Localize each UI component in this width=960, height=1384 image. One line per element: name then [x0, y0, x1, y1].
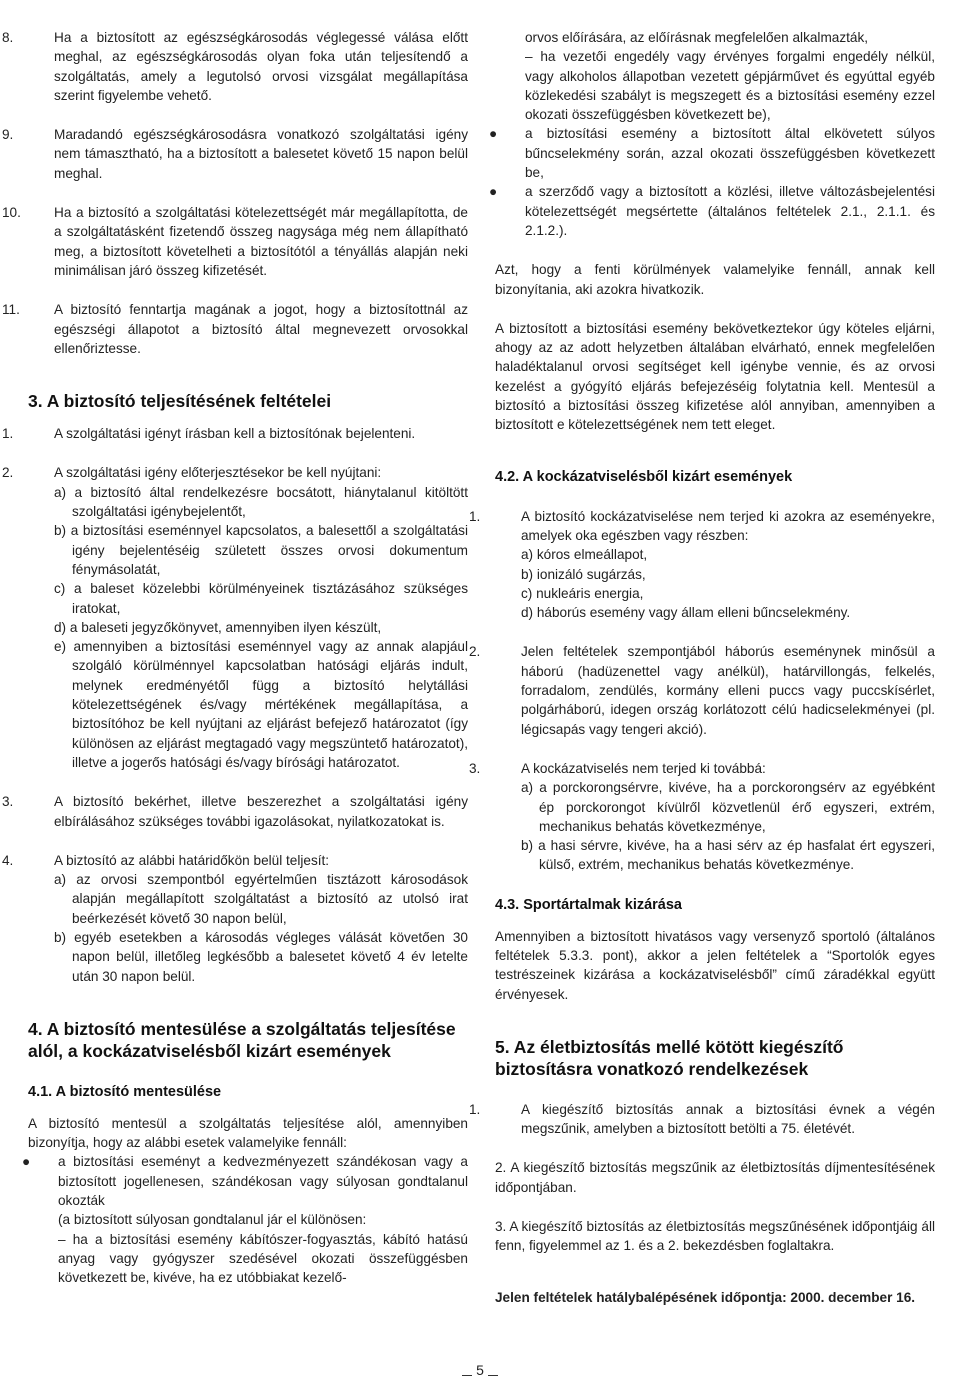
list-item: b) egyéb esetekben a károsodás végleges válását követően 30 napon belül, illetőleg legkésőbb a balesetet követő 4 év letelte után 30 napon belül. [54, 929, 468, 984]
list-item: a) az orvosi szempontból egyértelműen tisztázott károsodások alapján megállapított szolgáltatást a biztosító az utolsó irat beérkezését követő 30 napon belül, [54, 872, 468, 926]
section-3-item-4-list [28, 870, 468, 986]
list-item: a) a biztosító által rendelkezésre bocsátott, hiánytalanul kitöltött szolgáltatási igénybejelentőt, [54, 484, 468, 520]
exclusion-item-1-list [495, 545, 935, 622]
right-column [469, 28, 935, 1307]
section-3-item-1: 1. A szolgáltatási igényt írásban kell a biztosítónak bejelenteni. [2, 426, 416, 442]
section-4-3-heading: 4.3. Sportártalmak kizárása [495, 896, 682, 913]
paragraph-obligation: A biztosított a biztosítási esemény bekövetkeztekor úgy köteles eljárni, ahogy az az adott helyzetben általában elvárható, ennek megfelelően haladéktalanul orvosi segítséget kell igénybe vennie, és az orvosi kezelést a gyógyító eljárás befejezéséig folytatnia kell. Mentesül a biztosító a biztosítási összeg kifizetése alól annyiban, amennyiben a biztosított e kötelezettségének nem tett eleget. [495, 320, 935, 433]
page-number-dash-right [488, 1375, 498, 1376]
list-item: d) a baleseti jegyzőkönyvet, amennyiben ilyen készült, [54, 619, 382, 635]
bullet-dash-item: – ha vezetői engedély vagy érvényes forgalmi engedély nélkül, vagy alkoholos állapotban vezetett gépjárművet és egyúttal egyéb közlekedési szabályt is megszegett és a biztosítási esemény ezzel okozati összefüggésben következett be), [525, 49, 935, 123]
section-3-heading: 3. A biztosító teljesítésének feltételei [28, 391, 332, 412]
exclusion-item-1: 1. A biztosító kockázatviselése nem terjed ki azokra az eseményekre, amelyek oka egészben vagy részben: [469, 508, 935, 543]
paragraph-9: 9. Maradandó egészségkárosodásra vonatkozó szolgáltatási igény nem támasztható, ha a biztosított a balesetet követő 15 napon belül meghal. [2, 127, 468, 181]
list-item: b) a hasi sérvre, kivéve, ha a hasi sérv az ép hasfalat ért egyszeri, külső, extrém, mechanikus behatás következménye. [521, 838, 935, 873]
paragraph-10: 10. Ha a biztosító a szolgáltatási kötelezettségét már megállapította, de a szolgáltatásként fizetendő összeg nagysága még nem állapítható meg, a biztosított követelheti a biztosítótól a tényállás alapján neki minimálisan járó összeg kifizetését. [2, 205, 468, 278]
left-column [2, 28, 468, 1288]
list-item: b) a biztosítási eseménnyel kapcsolatos, a balesettől a szolgáltatási igény bejelentéséig született összes orvosi dokumentum fénymásolatát, [54, 523, 468, 577]
bullet-item: ● a biztosítási eseményt a kedvezményezett szándékosan vagy a biztosított jogellenesen, szándékosan vagy súlyosan gondtalanul okozták [22, 1154, 468, 1209]
paragraph-8: 8. Ha a biztosított az egészségkárosodás véglegessé válása előtt meghal, az egészségkárosodás olyan foka után teljesítendő a szolgáltatás, amely a legutolsó orvosi vizsgálat megállapítása szerint figyelembe vehető. [2, 30, 468, 103]
paragraph-11: 11. A biztosító fenntartja magának a jogot, hogy a biztosítottnál az egészségi állapotot a biztosító által megnevezett orvosokkal ellenőriztesse. [2, 302, 468, 356]
bullet-note: (a biztosított súlyosan gondtalanul jár el különösen: [58, 1212, 367, 1228]
bullet-dash-item: – ha a biztosítási esemény kábítószer-fogyasztás, kábító hatású anyag vagy gyógyszer szedésével okozati összefüggésben következett be, kivéve, ha ez utóbbiakat kezelő- [58, 1231, 468, 1286]
list-item: e) amennyiben a biztosítási eseménnyel vagy az annak alapjául szolgáló körülménnyel kapcsolatban hatósági eljárás indult, melynek eredményétől függ a biztosító helytállási kötelezettségének és/vagy mértékének megállapítása, a biztosítóhoz be kell nyújtani az eljárást befejező határozatot (így különösen az eljárást megtagadó vagy megszüntető határozatot), illetve a jogerős hatósági és/vagy bírósági határozatot. [54, 639, 468, 770]
section-5-heading: 5. Az életbiztosítás mellé kötött kiegészítő biztosításra vonatkozó rendelkezések [495, 1036, 844, 1079]
bullet-item: ● a biztosítási esemény a biztosított által elkövetett súlyos bűncselekmény során, azzal okozati összefüggésben következett be, [489, 126, 935, 181]
section-4-1-heading: 4.1. A biztosító mentesülése [28, 1083, 222, 1100]
supplementary-item-2: 2. A kiegészítő biztosítás megszűnik az életbiztosítás díjmentesítésének időpontjában. [495, 1160, 935, 1195]
bullet-icon: ● [489, 184, 498, 200]
supplementary-item-1: 1. A kiegészítő biztosítás annak a biztosítási évnek a végén megszűnik, amelyben a biztosított betölti a 75. életévét. [469, 1101, 935, 1137]
list-item: a) kóros elmeállapot, [521, 547, 648, 563]
effective-date-note: Jelen feltételek hatálybalépésének időpontja: 2000. december 16. [495, 1289, 916, 1305]
section-4-2-heading: 4.2. A kockázatviselésből kizárt események [495, 468, 793, 485]
section-3-item-3: 3. A biztosító bekérhet, illetve beszerezhet a szolgáltatási igény elbírálásához szükséges további igazolásokat, nyilatkozatokat is. [2, 794, 468, 829]
paragraph-sport: Amennyiben a biztosított hivatásos vagy versenyző sportoló (általános feltételek 5.3.3. pont), akkor a jelen feltételek a “Sportolók egyes testrészeinek kizárása a kockázatviselésből” című záradékkal együtt érvényesek. [495, 928, 935, 1002]
list-item: b) ionizáló sugárzás, [521, 566, 646, 582]
list-item: d) háborús esemény vagy állam elleni bűncselekmény. [521, 605, 851, 621]
section-3-item-2: 2. A szolgáltatási igény előterjesztésekor be kell nyújtani: [2, 465, 382, 481]
section-4-heading: 4. A biztosító mentesülése a szolgáltatás teljesítése alól, a kockázatviselésből kizárt események [28, 1018, 456, 1061]
exclusion-item-3: 3. A kockázatviselés nem terjed ki továbbá: [469, 760, 766, 776]
list-item: c) a baleset közelebbi körülményeinek tisztázásához szükséges iratokat, [54, 581, 468, 616]
bullet-icon: ● [22, 1154, 31, 1170]
exclusion-item-2: 2. Jelen feltételek szempontjából háborús eseménynek minősül a háború (hadüzenettel vagy anélkül), határvillongás, felkelés, forradalom, zendülés, kormány elleni puccs vagy puccskísérlet, polgárháború, idegen ország korlátozott célú hadicselekményei (pl. légicsapás vagy tengeri akció). [469, 644, 935, 737]
paragraph-proof: Azt, hogy a fenti körülmények valamelyike fennáll, annak kell bizonyítania, aki azokra hivatkozik. [495, 262, 935, 297]
section-4-1-intro: A biztosító mentesül a szolgáltatás teljesítése alól, amennyiben bizonyítja, hogy az alábbi esetek valamelyike fennáll: [28, 1115, 468, 1151]
bullet-icon: ● [489, 126, 498, 142]
list-item: a) a porckorongsérvre, kivéve, ha a porckorongsérv az egyébként ép porckorongot kívülről közvetlenül érő egyszeri, extrém, mechanikus behatás következménye, [521, 780, 935, 834]
list-item: c) nukleáris energia, [521, 585, 644, 601]
section-3-item-4: 4. A biztosító az alábbi határidőkön belül teljesít: [2, 852, 330, 868]
exclusion-item-3-list [495, 778, 935, 874]
supplementary-item-3: 3. A kiegészítő biztosítás az életbiztosítás megszűnésének időpontjáig áll fenn, figyelemmel az 1. és a 2. bekezdésben foglaltakra. [495, 1219, 935, 1254]
bullet-item: ● a szerződő vagy a biztosított a közlési, illetve változásbejelentési kötelezettségét megsértette (általános feltételek 2.1., 2.1.1. és 2.1.2.). [489, 184, 935, 238]
continuation-text: orvos előírására, az előírásnak megfelelően alkalmazták, [525, 30, 869, 45]
page-number: 5 [476, 1362, 484, 1378]
section-3-item-2-list [28, 483, 468, 772]
